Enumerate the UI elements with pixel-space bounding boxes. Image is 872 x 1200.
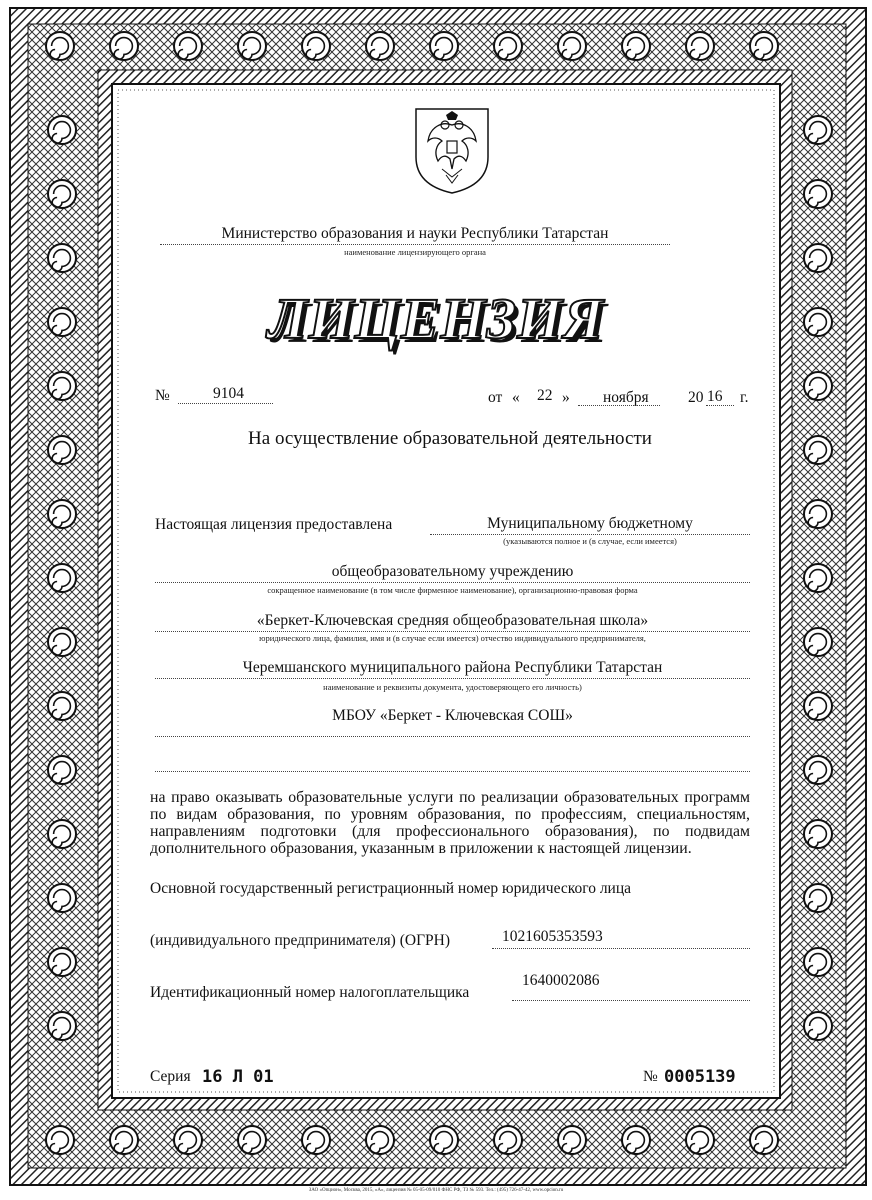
- border-scroll-ornament: [686, 1126, 714, 1154]
- series-label: Серия: [150, 1068, 191, 1085]
- licensing-authority: Министерство образования и науки Республики Татарстан: [221, 225, 609, 242]
- border-scroll-ornament: [804, 948, 832, 976]
- border-scroll-ornament: [494, 1126, 522, 1154]
- border-scroll-ornament: [48, 692, 76, 720]
- coat-of-arms-icon: [412, 105, 492, 197]
- border-scroll-ornament: [622, 32, 650, 60]
- border-scroll-ornament: [366, 32, 394, 60]
- licensee-caption-3: юридического лица, фамилия, имя и (в случае если имеется) отчество индивидуального предпринимателя,: [259, 633, 646, 643]
- inn-label: Идентификационный номер налогоплательщика: [150, 984, 470, 1001]
- document-title: ЛИЦЕНЗИЯ: [267, 286, 605, 351]
- border-scroll-ornament: [804, 500, 832, 528]
- border-scroll-ornament: [558, 1126, 586, 1154]
- border-scroll-ornament: [804, 372, 832, 400]
- border-scroll-ornament: [804, 820, 832, 848]
- date-suffix: г.: [740, 389, 749, 406]
- border-scroll-ornament: [238, 32, 266, 60]
- date-open-quote: «: [512, 389, 520, 406]
- border-scroll-ornament: [750, 32, 778, 60]
- licensee-line-3: «Беркет-Ключевская средняя общеобразовательная школа»: [256, 612, 649, 629]
- licensee-caption-2: сокращенное наименование (в том числе фирменное наименование), организационно-правовая форма: [267, 585, 638, 595]
- border-scroll-ornament: [48, 180, 76, 208]
- border-scroll-ornament: [48, 500, 76, 528]
- border-scroll-ornament: [302, 1126, 330, 1154]
- border-scroll-ornament: [804, 756, 832, 784]
- border-scroll-ornament: [238, 1126, 266, 1154]
- border-scroll-ornament: [48, 244, 76, 272]
- printer-imprint: ЗАО «Опцион», Москва, 2015, «А», лицензия № 05-05-09/010 ФНС РФ, ТЗ № 593. Тел.: (495) 726-47-42, www.opcion.ru: [308, 1188, 564, 1193]
- licensee-line-2: общеобразовательному учреждению: [331, 563, 574, 580]
- licensee-intro: Настоящая лицензия предоставлена: [155, 516, 393, 533]
- border-scroll-ornament: [48, 820, 76, 848]
- border-scroll-ornament: [48, 628, 76, 656]
- licensee-underline-6: [155, 771, 750, 772]
- licensee-underline-2: [155, 582, 750, 583]
- ogrn-label-2: (индивидуального предпринимателя) (ОГРН): [150, 932, 451, 949]
- blank-number-value: 0005139: [664, 1067, 736, 1087]
- border-scroll-ornament: [48, 1012, 76, 1040]
- border-scroll-ornament: [110, 32, 138, 60]
- border-scroll-ornament: [804, 692, 832, 720]
- date-day: 22: [537, 387, 553, 404]
- border-scroll-ornament: [48, 116, 76, 144]
- border-scroll-ornament: [430, 32, 458, 60]
- licensee-underline-5: [155, 736, 750, 737]
- number-underline: [178, 403, 273, 404]
- border-scroll-ornament: [48, 564, 76, 592]
- border-scroll-ornament: [804, 116, 832, 144]
- ogrn-label-1: Основной государственный регистрационный номер юридического лица: [150, 880, 632, 897]
- border-scroll-ornament: [804, 628, 832, 656]
- border-scroll-ornament: [174, 1126, 202, 1154]
- border-scroll-ornament: [174, 32, 202, 60]
- border-scroll-ornament: [804, 1012, 832, 1040]
- border-scroll-ornament: [804, 564, 832, 592]
- licensee-short-name: МБОУ «Беркет - Ключевская СОШ»: [332, 707, 573, 724]
- border-scroll-ornament: [750, 1126, 778, 1154]
- licensee-underline-1: [430, 534, 750, 535]
- border-scroll-ornament: [46, 1126, 74, 1154]
- date-close-quote: »: [562, 389, 570, 406]
- border-scroll-ornament: [558, 32, 586, 60]
- number-label: №: [155, 387, 170, 404]
- ogrn-value: 1021605353593: [502, 928, 603, 945]
- date-month: ноября: [603, 389, 649, 406]
- border-scroll-ornament: [804, 244, 832, 272]
- license-number: 9104: [213, 385, 244, 402]
- border-scroll-ornament: [48, 372, 76, 400]
- border-scroll-ornament: [804, 180, 832, 208]
- year-underline: [706, 405, 734, 406]
- border-scroll-ornament: [48, 948, 76, 976]
- licensee-line-4: Черемшанского муниципального района Республики Татарстан: [242, 659, 663, 676]
- series-value: 16 Л 01: [202, 1067, 274, 1087]
- border-scroll-ornament: [302, 32, 330, 60]
- authority-caption: наименование лицензирующего органа: [344, 247, 486, 257]
- border-scroll-ornament: [430, 1126, 458, 1154]
- licensee-caption-4: наименование и реквизиты документа, удостоверяющего его личность): [323, 682, 582, 692]
- licensee-caption-1: (указываются полное и (в случае, если имеется): [503, 536, 677, 546]
- border-scroll-ornament: [622, 1126, 650, 1154]
- border-scroll-ornament: [110, 1126, 138, 1154]
- ogrn-underline: [492, 948, 750, 949]
- border-scroll-ornament: [366, 1126, 394, 1154]
- licensee-line-1: Муниципальному бюджетному: [487, 515, 693, 532]
- border-scroll-ornament: [804, 884, 832, 912]
- border-scroll-ornament: [494, 32, 522, 60]
- licensee-underline-4: [155, 678, 750, 679]
- border-scroll-ornament: [686, 32, 714, 60]
- licensee-underline-3: [155, 631, 750, 632]
- blank-number-label: №: [643, 1068, 658, 1085]
- inn-underline: [512, 1000, 750, 1001]
- license-purpose: На осуществление образовательной деятельности: [248, 428, 652, 449]
- inn-value: 1640002086: [522, 972, 600, 989]
- date-prefix: от: [488, 389, 503, 406]
- border-scroll-ornament: [46, 32, 74, 60]
- date-year-suffix: 16: [707, 388, 723, 405]
- border-scroll-ornament: [48, 756, 76, 784]
- authority-underline: [160, 244, 670, 245]
- border-scroll-ornament: [48, 884, 76, 912]
- date-year-prefix: 20: [688, 389, 704, 406]
- rights-paragraph: на право оказывать образовательные услуги по реализации образовательных программ по видам образования, по уровням образования, по профессиям, специальностям, направлениям подготовки (для профессионального образования), по подвидам дополнительного образования, указанным в приложении к настоящей лицензии.: [150, 789, 750, 857]
